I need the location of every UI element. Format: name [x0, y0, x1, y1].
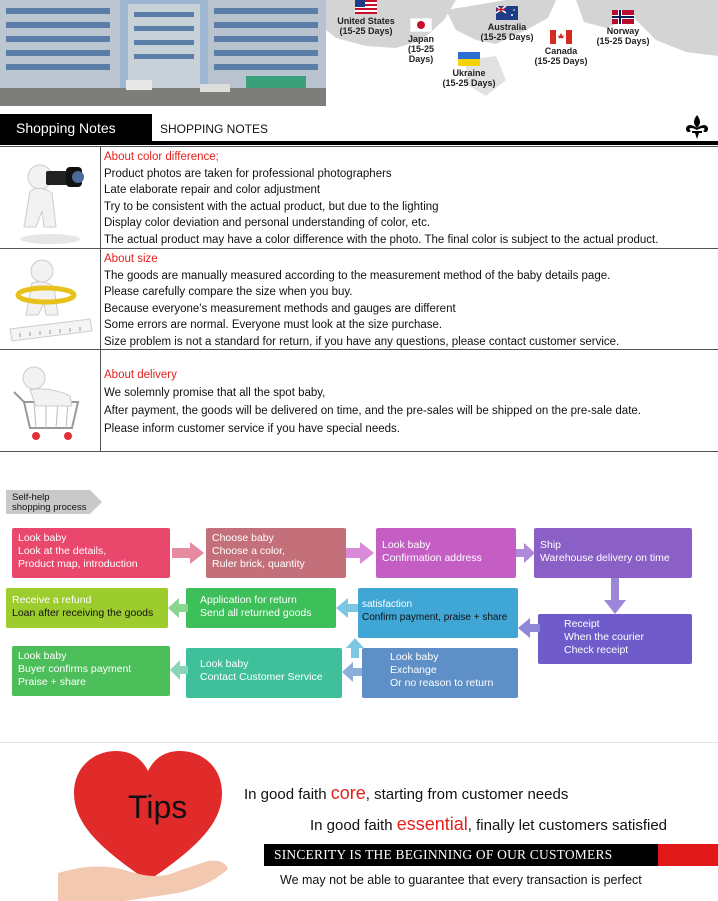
step-line: Praise + share	[18, 676, 86, 688]
step-satisfaction	[358, 588, 518, 638]
top-banner	[0, 0, 718, 108]
arrow-left-icon	[342, 662, 362, 682]
norway-flag-icon	[612, 10, 634, 24]
note-heading: About color difference;	[104, 151, 219, 163]
self-help-line: Self-help	[12, 492, 50, 503]
step-buyer-confirms	[12, 646, 170, 696]
note-line: After payment, the goods will be delivered on time, and the pre-sales will be shipped on the pre-sale date.	[104, 405, 641, 417]
tips-footer: We may not be able to guarantee that every transaction is perfect	[280, 873, 642, 887]
fleur-de-lis-icon	[684, 114, 710, 140]
step-confirm-address	[376, 528, 516, 578]
self-help-label	[12, 493, 86, 513]
note-line: Please inform customer service if you have special needs.	[104, 423, 400, 435]
country-australia	[478, 6, 536, 42]
delivery-days: (15-25 Days)	[596, 36, 650, 46]
step-line: Confirmation address	[382, 552, 482, 564]
step-line: Warehouse delivery on time	[540, 552, 670, 564]
sincerity-text: SINCERITY IS THE BEGINNING OF OUR CUSTOMERS	[274, 847, 613, 862]
note-line: The actual product may have a color difference with the photo. The final color is subject to the actual product.	[104, 233, 659, 246]
tips-text: In good faith	[310, 817, 397, 834]
note-heading: About delivery	[104, 369, 177, 381]
step-title: Look baby	[18, 650, 67, 662]
shopping-notes-header	[0, 114, 718, 146]
ukraine-flag-icon	[458, 52, 480, 66]
arrow-right-icon	[172, 542, 206, 564]
step-title: Look baby	[18, 532, 67, 544]
note-line: Some errors are normal. Everyone must look at the size purchase.	[104, 319, 443, 331]
step-line: Look at the details,	[18, 545, 107, 557]
country-united-states	[334, 0, 398, 36]
tips-section	[0, 742, 718, 901]
step-title: Look baby	[382, 539, 431, 551]
tips-text: , starting from customer needs	[365, 786, 569, 803]
note-text-size	[104, 251, 619, 350]
step-title: Choose baby	[212, 532, 274, 544]
step-line: Send all returned goods	[200, 607, 312, 619]
step-line: Confirm payment, praise + share	[362, 612, 508, 623]
delivery-days: (15-25 Days)	[534, 56, 588, 66]
note-row-color	[0, 146, 718, 248]
step-application-return	[186, 588, 336, 628]
delivery-days: (15-25 Days)	[407, 44, 434, 64]
step-exchange	[362, 648, 518, 698]
step-receipt	[538, 614, 692, 664]
step-line: Ruler brick, quantity	[212, 558, 305, 570]
tips-text: In good faith	[244, 786, 331, 803]
country-norway	[594, 10, 652, 46]
arrow-left-icon	[518, 618, 540, 638]
country-name: Ukraine	[452, 68, 486, 78]
tips-highlight: essential	[396, 814, 468, 834]
note-text-color	[104, 149, 658, 248]
step-contact-service	[186, 648, 342, 698]
canada-flag-icon	[550, 30, 572, 44]
step-line: Buyer confirms payment	[18, 663, 132, 675]
note-heading: About size	[104, 253, 158, 265]
step-title: Look baby	[390, 651, 439, 663]
country-name: Norway	[606, 26, 640, 36]
note-text-delivery	[104, 366, 641, 438]
step-choose-baby	[206, 528, 346, 578]
us-flag-icon	[355, 0, 377, 14]
note-line: Size problem is not a standard for return, if you have any questions, please contact customer service.	[104, 335, 620, 348]
country-name: Japan	[407, 34, 434, 44]
shopping-notes-title: Shopping Notes	[0, 114, 152, 142]
country-name: Canada	[544, 46, 578, 56]
world-map	[326, 0, 718, 108]
note-line: The goods are manually measured according to the measurement method of the baby details page.	[104, 269, 611, 282]
step-line: When the courier	[564, 631, 644, 643]
step-line: Or no reason to return	[390, 677, 494, 689]
note-row-delivery	[0, 349, 718, 452]
tips-line-essential	[310, 814, 667, 835]
delivery-days: (15-25 Days)	[480, 32, 534, 42]
step-line: Exchange	[390, 664, 437, 676]
step-title: Receipt	[564, 618, 600, 630]
note-line: Try to be consistent with the actual product, but due to the lighting	[104, 200, 439, 213]
country-name: United States	[337, 16, 395, 26]
arrow-left-icon	[168, 598, 188, 618]
step-title: Look baby	[200, 658, 249, 670]
note-line: Late elaborate repair and color adjustment	[104, 184, 321, 196]
step-line: Choose a color,	[212, 545, 285, 557]
step-title: Application for return	[200, 594, 297, 606]
note-line: Because everyone's measurement methods and gauges are different	[104, 302, 456, 315]
step-title: Ship	[540, 539, 562, 551]
shopping-notes-subtitle: SHOPPING NOTES	[160, 122, 269, 136]
delivery-days: (15-25 Days)	[339, 26, 393, 36]
step-line: Loan after receiving the goods	[12, 607, 154, 619]
step-line: Check receipt	[564, 644, 629, 656]
step-ship	[534, 528, 692, 578]
country-name: Australia	[487, 22, 527, 32]
country-ukraine	[440, 52, 498, 88]
country-canada	[532, 30, 590, 66]
note-line: Please carefully compare the size when you buy.	[104, 286, 353, 298]
arrow-down-icon	[604, 578, 626, 614]
arrow-left-icon	[170, 660, 188, 680]
note-line: Product photos are taken for professional photographers	[104, 167, 392, 180]
shopping-cart-figure-image	[0, 350, 101, 452]
arrow-up-icon	[346, 638, 364, 658]
shopping-notes-table	[0, 146, 718, 452]
japan-flag-icon	[410, 18, 432, 32]
tips-label: Tips	[128, 789, 188, 825]
step-line: Product map, introduction	[18, 558, 138, 570]
step-title: Receive a refund	[12, 594, 92, 606]
tape-measure-figure-image	[0, 249, 101, 349]
self-help-line: shopping process	[12, 502, 87, 513]
delivery-days: (15-25 Days)	[442, 78, 496, 88]
step-receive-refund	[6, 588, 168, 628]
shopping-process	[0, 490, 718, 710]
arrow-right-icon	[346, 542, 376, 564]
sincerity-accent	[658, 844, 718, 866]
australia-flag-icon	[496, 6, 518, 20]
tips-highlight: core	[330, 783, 366, 803]
note-row-size	[0, 248, 718, 349]
arrow-right-icon	[516, 542, 536, 564]
tips-text: , finally let customers satisfied	[467, 817, 668, 834]
factory-photo	[0, 0, 326, 106]
header-rule	[0, 141, 718, 145]
country-japan	[396, 18, 446, 64]
sincerity-banner	[264, 844, 718, 866]
tips-line-core	[244, 783, 568, 804]
photographer-figure-image	[0, 147, 101, 248]
note-line: We solemnly promise that all the spot baby,	[104, 387, 326, 399]
note-line: Display color deviation and personal understanding of color, etc.	[104, 217, 431, 229]
step-line: Contact Customer Service	[200, 671, 323, 683]
arrow-left-icon	[336, 598, 358, 618]
step-look-baby-details	[12, 528, 170, 578]
step-title: satisfaction	[362, 599, 413, 610]
